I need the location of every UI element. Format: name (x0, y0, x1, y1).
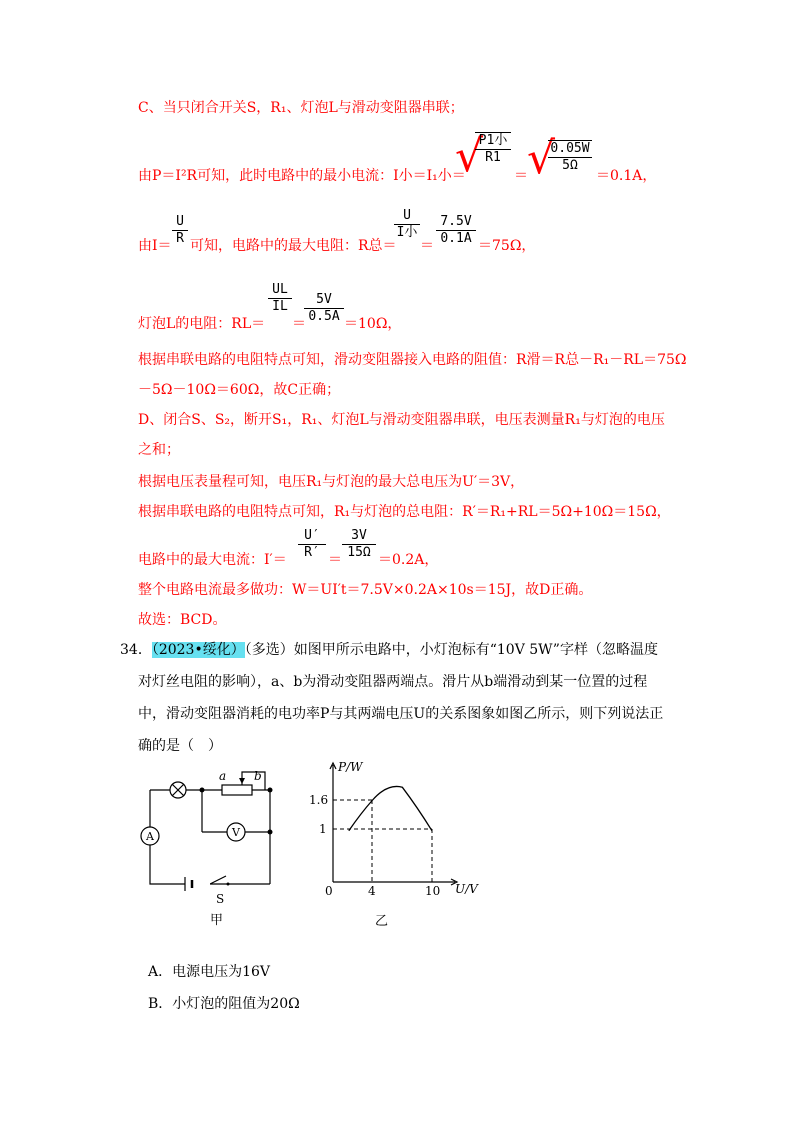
figure-jia-caption: 甲 (210, 913, 224, 928)
figure-yi-caption: 乙 (375, 914, 389, 929)
question-line-3: 中，滑动变阻器消耗的电功率P与其两端电压U的关系图象如图乙所示，则下列说法正 (138, 706, 664, 722)
option-b: B．小灯泡的阻值为20Ω (148, 996, 300, 1012)
min-current-mid: ＝ (514, 168, 528, 184)
sqrt-sign-2: √ (527, 133, 556, 184)
x-tick-10: 10 (425, 884, 441, 898)
max-current-result: ＝0.2A， (378, 552, 439, 568)
svg-text:V: V (232, 826, 240, 839)
max-r-eq: ＝ (420, 238, 434, 254)
question-number: 34． (120, 642, 152, 658)
fraction-3v-15ohm: $\frac{3V}{15\Omega}$ (342, 528, 376, 561)
lamp-r-eq: ＝ (292, 316, 306, 332)
total-resistance-line: 根据串联电路的电阻特点可知，R₁与灯泡的总电阻：R′＝R₁+RL＝5Ω+10Ω＝15Ω， (138, 504, 671, 520)
max-current-prefix: 电路中的最大电流：I′＝ (138, 552, 287, 568)
question-text-1: （多选）如图甲所示电路中，小灯泡标有“10V 5W”字样（忽略温度 (244, 642, 658, 658)
min-current-result: ＝0.1A， (596, 168, 657, 184)
option-a: A．电源电压为16V (148, 964, 271, 980)
fraction-u-prime-r-prime: $\frac{U'}{R'}$ (298, 528, 326, 561)
rheostat-end-a: a (219, 769, 227, 783)
slide-resistance-line-1: 根据串联电路的电阻特点可知，滑动变阻器接入电路的阻值：R滑＝R总－R₁－RL＝75Ω (138, 352, 687, 368)
fraction-p1-r1: P1小 R1 (475, 132, 511, 166)
d-heading-1: D、闭合S、S₂，断开S₁，R₁、灯泡L与滑动变阻器串联，电压表测量R₁与灯泡的电压 (138, 412, 665, 428)
battery-icon (185, 877, 192, 891)
slide-resistance-line-2: －5Ω－10Ω＝60Ω，故C正确； (138, 382, 341, 398)
power-voltage-graph (305, 757, 485, 932)
lamp-r-result: ＝10Ω， (344, 316, 402, 332)
power-curve (349, 786, 432, 830)
origin-label: 0 (325, 884, 333, 898)
c-heading: C、当只闭合开关S，R₁、灯泡L与滑动变阻器串联； (138, 100, 464, 116)
fraction-ul-il: $\frac{UL}{IL}$ (268, 282, 292, 315)
sqrt-sign-1: √ (455, 131, 484, 182)
fraction-75v-01a: $\frac{7.5V}{0.1A}$ (436, 214, 476, 247)
min-current-prefix: 由P＝I²R可知，此时电路中的最小电流：I小＝I₁小＝ (138, 168, 466, 184)
fraction-u-r: $\frac{U}{R}$ (172, 214, 188, 247)
max-r-mid: 可知，电路中的最大电阻：R总＝ (190, 238, 397, 254)
lamp-r-prefix: 灯泡L的电阻：RL＝ (138, 316, 266, 332)
voltmeter-icon (227, 823, 245, 841)
x-tick-4: 4 (368, 884, 376, 898)
question-line-4: 确的是（ ） (138, 738, 222, 754)
question-source: （2023•绥化） (151, 642, 245, 658)
y-tick-1-6: 1.6 (309, 793, 329, 807)
fraction-5v-05a: $\frac{5V}{0.5A}$ (304, 292, 344, 325)
lamp-icon (170, 782, 186, 798)
x-axis-label: U/V (455, 882, 478, 896)
switch-label: S (216, 892, 225, 906)
svg-text:A: A (146, 830, 154, 843)
ammeter-icon (141, 827, 159, 845)
circuit-diagram (130, 760, 300, 930)
question-line-2: 对灯丝电阻的影响），a、b为滑动变阻器两端点。滑片从b端滑动到某一位置的过程 (138, 674, 648, 690)
work-line: 整个电路电流最多做功：W＝UI′t＝7.5V×0.2A×10s＝15J，故D正确。 (138, 582, 593, 598)
fraction-u-i-min: U I小 (394, 208, 420, 241)
answer-line: 故选：BCD。 (138, 612, 227, 628)
voltmeter-range-line: 根据电压表量程可知，电压R₁与灯泡的最大总电压为U′＝3V， (138, 474, 525, 490)
max-current-eq: ＝ (328, 552, 342, 568)
max-r-prefix: 由I＝ (138, 238, 172, 254)
y-axis-label: P/W (338, 760, 363, 774)
rheostat-end-b: b (254, 769, 262, 783)
d-heading-2: 之和； (138, 442, 180, 458)
y-tick-1: 1 (319, 822, 327, 836)
question-line-1 (120, 640, 658, 660)
max-r-result: ＝75Ω， (478, 238, 536, 254)
fraction-005w-5ohm: $\frac{0.05W}{5\Omega}$ (548, 140, 592, 174)
